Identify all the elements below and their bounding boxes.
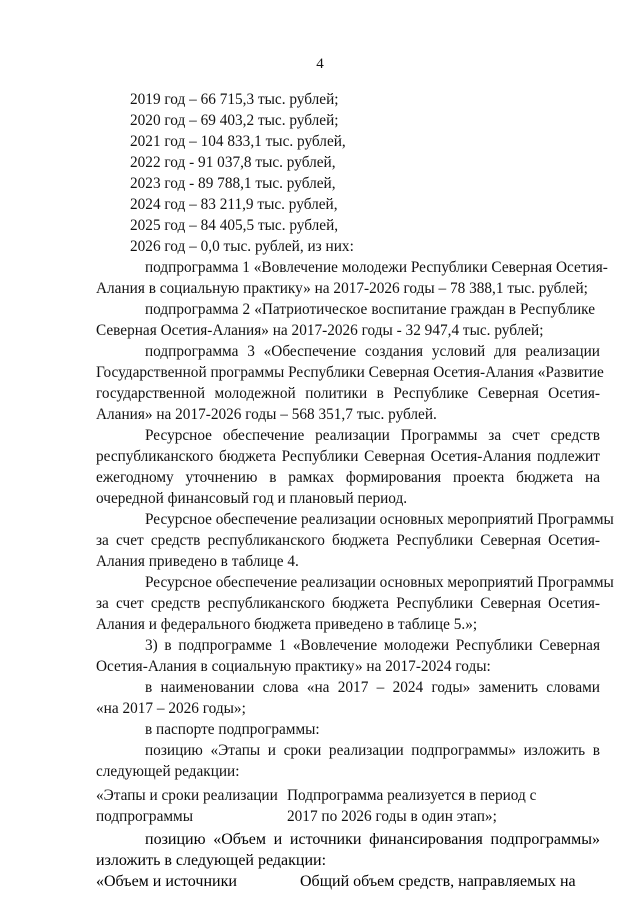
year-line: 2019 год – 66 715,3 тыс. рублей; bbox=[130, 91, 339, 108]
paragraph-line: Ресурсное обеспечение реализации Программы за счет средств bbox=[145, 427, 600, 444]
paragraph-line: Ресурсное обеспечение реализации основных мероприятий Программы bbox=[145, 574, 614, 591]
paragraph-line: Алания и федерального бюджета приведено в таблице 5.»; bbox=[96, 616, 478, 633]
year-line: 2021 год – 104 833,1 тыс. рублей, bbox=[130, 133, 346, 150]
paragraph-line: Алания в социальную практику» на 2017-2026 годы – 78 388,1 тыс. рублей; bbox=[96, 280, 588, 297]
paragraph-line: государственной молодежной политики в Республике Северная Осетия- bbox=[96, 385, 600, 402]
year-line: 2023 год - 89 788,1 тыс. рублей, bbox=[130, 175, 336, 192]
table1-right-line: 2017 по 2026 годы в один этап»; bbox=[287, 808, 497, 825]
paragraph-line: подпрограмма 1 «Вовлечение молодежи Республики Северная Осетия- bbox=[145, 259, 608, 276]
paragraph-line: Северная Осетия-Алания» на 2017-2026 годы - 32 947,4 тыс. рублей; bbox=[96, 322, 544, 339]
table1-left-line: подпрограммы bbox=[96, 808, 194, 825]
table2-left-line: «Объем и источники bbox=[96, 873, 237, 890]
paragraph-line: подпрограмма 3 «Обеспечение создания условий для реализации bbox=[145, 343, 600, 360]
paragraph-line: в паспорте подпрограммы: bbox=[145, 721, 320, 738]
paragraph-line: Осетия-Алания в социальную практику» на 2017-2024 годы: bbox=[96, 658, 491, 675]
page-number: 4 bbox=[316, 56, 324, 72]
year-line: 2024 год – 83 211,9 тыс. рублей, bbox=[130, 196, 338, 213]
paragraph-line: ежегодному уточнению в рамках формирования проекта бюджета на bbox=[96, 469, 600, 486]
paragraph-line: 3) в подпрограмме 1 «Вовлечение молодежи Республики Северная bbox=[145, 637, 600, 654]
year-line: 2022 год - 91 037,8 тыс. рублей, bbox=[130, 154, 336, 171]
paragraph-line: за счет средств республиканского бюджета Республики Северная Осетия- bbox=[96, 595, 600, 612]
paragraph-line: позицию «Этапы и сроки реализации подпрограммы» изложить в bbox=[145, 742, 600, 759]
paragraph-line: Алания» на 2017-2026 годы – 568 351,7 тыс. рублей. bbox=[96, 406, 437, 423]
table2-right-line: Общий объем средств, направляемых на bbox=[300, 873, 576, 890]
paragraph-line: подпрограмма 2 «Патриотическое воспитание граждан в Республике bbox=[145, 301, 595, 318]
paragraph-line: Алания приведено в таблице 4. bbox=[96, 553, 299, 570]
paragraph-line: Государственной программы Республики Северная Осетия-Алания «Развитие bbox=[96, 364, 604, 381]
year-line: 2025 год – 84 405,5 тыс. рублей, bbox=[130, 217, 339, 234]
table1-right-line: Подпрограмма реализуется в период с bbox=[287, 787, 537, 804]
paragraph-line: за счет средств республиканского бюджета Республики Северная Осетия- bbox=[96, 532, 600, 549]
paragraph-line: очередной финансовый год и плановый период. bbox=[96, 490, 408, 507]
paragraph-line: в наименовании слова «на 2017 – 2024 годы» заменить словами bbox=[145, 679, 600, 696]
paragraph-line: «на 2017 – 2026 годы»; bbox=[96, 700, 246, 717]
paragraph-line: изложить в следующей редакции: bbox=[96, 852, 327, 869]
paragraph-line: позицию «Объем и источники финансирования подпрограммы» bbox=[145, 831, 600, 848]
paragraph-line: Ресурсное обеспечение реализации основных мероприятий Программы bbox=[145, 511, 614, 528]
paragraph-line: следующей редакции: bbox=[96, 763, 240, 780]
paragraph-line: республиканского бюджета Республики Северная Осетия-Алания подлежит bbox=[96, 448, 600, 465]
table1-left-line: «Этапы и сроки реализации bbox=[96, 787, 278, 804]
year-line: 2020 год – 69 403,2 тыс. рублей; bbox=[130, 112, 339, 129]
year-line: 2026 год – 0,0 тыс. рублей, из них: bbox=[130, 238, 354, 255]
